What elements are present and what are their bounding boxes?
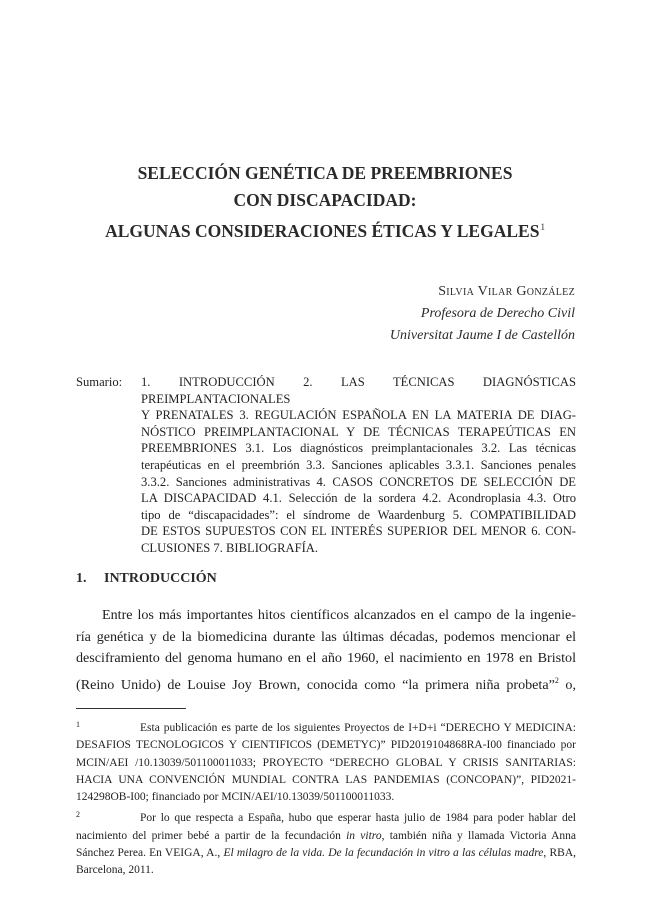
paragraph-footnote-ref: 2: [554, 675, 559, 685]
summary-line: NÓSTICO PREIMPLANTACIONAL Y DE TÉCNICAS TERAPEÚTICAS EN: [141, 424, 576, 439]
title-footnote-ref: 1: [540, 222, 545, 232]
paragraph-line: ría genética y de la biomedicina durante las últimas décadas, podemos mencionar el: [76, 628, 576, 645]
summary-line: PREEMBRIONES 3.1. Los diagnósticos preimplantacionales 3.2. Las técnicas: [141, 441, 576, 456]
summary-line: CLUSIONES 7. BIBLIOGRAFÍA.: [141, 540, 319, 555]
body-paragraph: [76, 605, 576, 696]
footnote-2-italic: in vitro: [346, 829, 382, 842]
chapter-title: [0, 160, 650, 245]
summary-line: tipo de “discapacidades”: el síndrome de Waardenburg 5. COMPATIBILIDAD: [141, 507, 576, 522]
footnote-2-text: , también niña y llamada Victoria Anna: [381, 829, 577, 842]
footnote-1-mark: 1: [76, 720, 80, 729]
summary-label: Sumario:: [76, 375, 123, 389]
footnote-2-mark: 2: [76, 810, 80, 820]
author-position: Profesora de Derecho Civil: [420, 306, 575, 321]
summary-line: 1. INTRODUCCIÓN 2. LAS TÉCNICAS DIAGNÓSTICAS PREIMPLANTACIONALES: [141, 375, 576, 406]
footnote-2-line: [76, 828, 576, 845]
footnote-2-text: , RBA,: [543, 847, 576, 860]
footnote-2-text: Sánchez Perea. En VEIGA, A.,: [76, 847, 224, 860]
author-block: [390, 281, 575, 347]
footnote-1-line: MCIN/AEI /10.13039/501100011033; PROYECTO “DERECHO GLOBAL Y CRISIS SANITARIAS:: [76, 756, 576, 769]
section-title: INTRODUCCIÓN: [104, 571, 217, 586]
paragraph-line: [76, 670, 576, 697]
footnote-2-line: Barcelona, 2011.: [76, 864, 154, 877]
footnotes: [76, 716, 576, 880]
summary-line: Y PRENATALES 3. REGULACIÓN ESPAÑOLA EN LA MATERIA DE DIAG-: [141, 408, 576, 423]
footnote-2-line: [76, 845, 576, 862]
footnote-separator: [76, 708, 186, 709]
footnote-1-line: [76, 716, 576, 737]
footnote-2-line: [76, 806, 576, 827]
section-heading: [76, 571, 217, 587]
summary-line: LA DISCAPACIDAD 4.1. Selección de la sordera 4.2. Acondroplasia 4.3. Otro: [141, 491, 576, 506]
footnote-2-text: nacimiento del primer bebé a partir de la fecundación: [76, 829, 347, 842]
footnote-1-line: HACIA UNA CONVENCIÓN MUNDIAL CONTRA LAS PANDEMIAS (CONCOPAN)”, PID2021-: [76, 773, 576, 786]
author-name: Silvia Vilar González: [438, 284, 575, 299]
title-line-2: CON DISCAPACIDAD:: [233, 190, 417, 210]
paragraph-line-4-end: o,: [558, 676, 576, 693]
summary-line: 3.3.2. Sanciones administrativas 4. CASOS CONCRETOS DE SELECCIÓN DE: [141, 474, 576, 489]
title-line-1: SELECCIÓN GENÉTICA DE PREEMBRIONES: [137, 163, 513, 183]
title-line-3: [0, 214, 650, 245]
section-number: 1.: [76, 571, 87, 586]
paragraph-line: Entre los más importantes hitos científicos alcanzados en el campo de la ingenie-: [102, 607, 576, 623]
title-line-3-text: ALGUNAS CONSIDERACIONES ÉTICAS Y LEGALES: [105, 221, 540, 241]
author-affiliation: Universitat Jaume I de Castellón: [389, 328, 575, 343]
footnote-2-book-title: El milagro de la vida. De la fecundación in vitro a las células madre: [223, 847, 544, 860]
footnote-1-text: Esta publicación es parte de los siguientes Proyectos de I+D+i “DERECHO Y MEDICINA:: [140, 722, 576, 734]
summary-line: DE ESTOS SUPUESTOS CON EL INTERÉS SUPERIOR DEL MENOR 6. CON-: [141, 524, 576, 539]
paragraph-line-4-text: (Reino Unido) de Louise Joy Brown, conocida como “la primera niña probeta”: [76, 676, 555, 693]
summary-line: terapéuticas en el preembrión 3.3. Sanciones aplicables 3.3.1. Sanciones penales: [141, 457, 576, 472]
footnote-2-text: Por lo que respecta a España, hubo que esperar hasta julio de 1984 para poder hablar del: [140, 812, 576, 825]
footnote-1-line: DESAFIOS TECNOLOGICOS Y CIENTIFICOS (DEMETYC)” PID2019104868RA-I00 financiado por: [76, 739, 576, 752]
summary-body: [141, 374, 576, 557]
paragraph-line: desciframiento del genoma humano en el año 1960, el nacimiento en 1978 en Bristol: [76, 650, 576, 667]
footnote-1-line: 124298OB-I00; financiado por MCIN/AEI/10.13039/501100011033.: [76, 791, 395, 804]
